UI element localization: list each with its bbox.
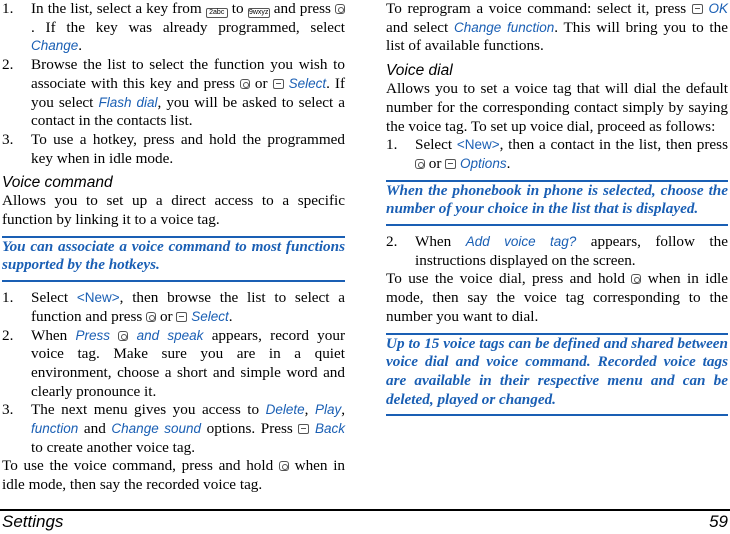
softkey-icon bbox=[298, 424, 309, 434]
softkey-icon bbox=[692, 4, 703, 14]
voice-tags-note: Up to 15 voice tags can be defined and shared between voice dial and voice command. Recorded voice tags are available in their respective menu and can be deleted, played or changed. bbox=[386, 333, 728, 417]
footer-section-title: Settings bbox=[2, 512, 64, 531]
ok-key-icon bbox=[240, 79, 250, 89]
ok-key-icon bbox=[118, 331, 128, 341]
ok-key-icon bbox=[631, 274, 641, 284]
left-column bbox=[2, 0, 345, 495]
ok-key-icon bbox=[335, 4, 345, 14]
page-footer bbox=[0, 509, 730, 534]
ok-key-icon bbox=[279, 461, 289, 471]
list-item: 1. Select <New>, then a contact in the list, then press or Options. bbox=[386, 136, 728, 172]
list-item: 3. The next menu gives you access to Delete, Play, function and Change sound options. Press Back to create another voice tag. bbox=[2, 401, 346, 456]
voice-dial-intro: Allows you to set a voice tag that will dial the default number for the corresponding contact simply by saying the voice tag. To set up voice dial, proceed as follows: bbox=[386, 80, 728, 135]
softkey-icon bbox=[273, 79, 284, 89]
key-9-icon: 9wxyz bbox=[248, 9, 269, 16]
list-item: 2. When Press and speak appears, record your voice tag. Make sure you are in a quiet environment, choose a short and simple word and clearly pronounce it. bbox=[2, 326, 346, 400]
softkey-icon bbox=[176, 312, 187, 322]
list-item: 2. When Add voice tag? appears, follow the instructions displayed on the screen. bbox=[386, 233, 728, 269]
voice-command-usage: To use the voice command, press and hold when in idle mode, then say the recorded voice tag. bbox=[2, 457, 346, 494]
voice-command-note: You can associate a voice command to most functions supported by the hotkeys. bbox=[2, 236, 345, 282]
section-heading-voice-command: Voice command bbox=[2, 174, 113, 192]
reprogram-paragraph: To reprogram a voice command: select it, press OK and select Change function. This will bring you to the list of available functions. bbox=[386, 0, 729, 55]
list-item: 2. Browse the list to select the function you wish to associate with this key and press or Select. If you select Flash dial, you will be asked to select a contact in the contacts list. bbox=[2, 56, 346, 130]
softkey-icon bbox=[445, 159, 456, 169]
section-heading-voice-dial: Voice dial bbox=[386, 62, 453, 80]
hotkey-steps bbox=[2, 0, 345, 168]
page-number: 59 bbox=[709, 512, 728, 531]
list-item: 3. To use a hotkey, press and hold the programmed key when in idle mode. bbox=[2, 130, 345, 167]
voice-command-intro: Allows you to set up a direct access to a specific function by linking it to a voice tag. bbox=[2, 192, 345, 229]
voice-dial-usage: To use the voice dial, press and hold when in idle mode, then say the voice tag corresponding to the number you want to dial. bbox=[386, 270, 728, 325]
ok-key-icon bbox=[146, 312, 156, 322]
voice-dial-steps-continued bbox=[386, 233, 728, 270]
ok-key-icon bbox=[415, 159, 425, 169]
right-column bbox=[386, 0, 728, 423]
key-2-icon: 2abc bbox=[206, 8, 228, 18]
voice-dial-steps bbox=[386, 136, 728, 173]
voice-command-steps bbox=[2, 289, 345, 457]
list-item: 1. In the list, select a key from 2abc to 9wxyz and press . If the key was already programmed, select Change. bbox=[2, 0, 345, 55]
phonebook-note: When the phonebook in phone is selected, choose the number of your choice in the list that is displayed. bbox=[386, 180, 728, 226]
list-item: 1. Select <New>, then browse the list to select a function and press or Select. bbox=[2, 289, 346, 325]
